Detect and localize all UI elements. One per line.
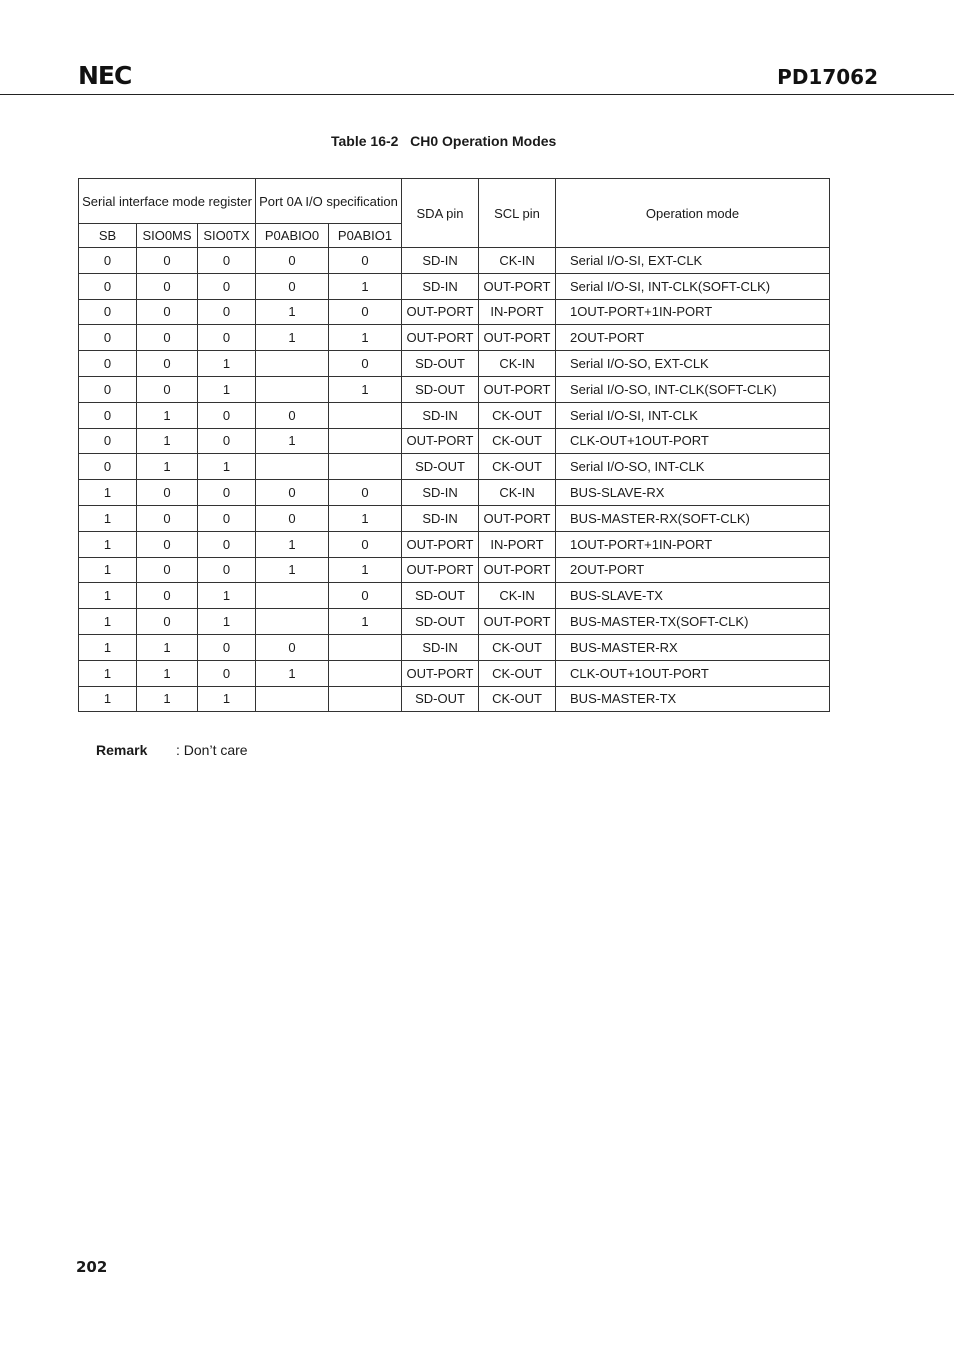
cell-scl-pin: CK-IN	[479, 351, 556, 377]
table-row	[79, 402, 830, 428]
cell-sb: 1	[79, 686, 137, 712]
cell-scl-pin: IN-PORT	[479, 531, 556, 557]
table-row	[79, 299, 830, 325]
cell-p0abio1: 0	[329, 480, 402, 506]
cell-sb: 1	[79, 480, 137, 506]
table-row	[79, 351, 830, 377]
cell-scl-pin: OUT-PORT	[479, 609, 556, 635]
cell-sb: 1	[79, 583, 137, 609]
operation-modes-table	[78, 178, 830, 712]
cell-p0abio1	[329, 686, 402, 712]
cell-sda-pin: SD-OUT	[402, 609, 479, 635]
cell-p0abio1: 1	[329, 273, 402, 299]
table-row	[79, 480, 830, 506]
cell-scl-pin: CK-OUT	[479, 660, 556, 686]
table-row	[79, 273, 830, 299]
table-row	[79, 583, 830, 609]
cell-operation-mode: Serial I/O-SI, EXT-CLK	[556, 248, 830, 274]
cell-scl-pin: CK-IN	[479, 480, 556, 506]
table-row	[79, 634, 830, 660]
cell-sda-pin: OUT-PORT	[402, 660, 479, 686]
cell-scl-pin: CK-OUT	[479, 428, 556, 454]
cell-sio0ms: 0	[137, 505, 198, 531]
cell-sda-pin: OUT-PORT	[402, 299, 479, 325]
cell-sio0ms: 0	[137, 351, 198, 377]
header-divider	[0, 94, 954, 95]
cell-operation-mode: BUS-SLAVE-TX	[556, 583, 830, 609]
header-p0abio0: P0ABIO0	[256, 224, 329, 248]
cell-sio0ms: 0	[137, 248, 198, 274]
cell-sda-pin: SD-OUT	[402, 376, 479, 402]
cell-sda-pin: SD-IN	[402, 505, 479, 531]
cell-sio0tx: 1	[198, 454, 256, 480]
table-row	[79, 428, 830, 454]
cell-sio0ms: 0	[137, 557, 198, 583]
cell-p0abio0	[256, 686, 329, 712]
cell-sio0tx: 0	[198, 273, 256, 299]
cell-p0abio1: 0	[329, 248, 402, 274]
cell-sio0tx: 1	[198, 609, 256, 635]
table-body	[79, 248, 830, 712]
cell-p0abio0	[256, 376, 329, 402]
cell-sio0ms: 0	[137, 376, 198, 402]
cell-sio0ms: 1	[137, 402, 198, 428]
cell-scl-pin: CK-OUT	[479, 634, 556, 660]
cell-p0abio1: 0	[329, 531, 402, 557]
cell-sio0tx: 0	[198, 248, 256, 274]
cell-p0abio1: 0	[329, 583, 402, 609]
cell-p0abio0	[256, 454, 329, 480]
cell-operation-mode: BUS-MASTER-RX	[556, 634, 830, 660]
cell-sio0ms: 0	[137, 480, 198, 506]
cell-sio0ms: 0	[137, 299, 198, 325]
cell-sb: 0	[79, 299, 137, 325]
cell-scl-pin: CK-OUT	[479, 402, 556, 428]
cell-p0abio0: 1	[256, 428, 329, 454]
header-port-spec: Port 0A I/O specification	[256, 179, 402, 224]
cell-sio0ms: 1	[137, 454, 198, 480]
cell-sb: 0	[79, 402, 137, 428]
table-row	[79, 609, 830, 635]
cell-p0abio0: 1	[256, 299, 329, 325]
table-title: Table 16-2 CH0 Operation Modes	[331, 133, 557, 149]
cell-p0abio1	[329, 634, 402, 660]
cell-p0abio1	[329, 454, 402, 480]
cell-sb: 1	[79, 634, 137, 660]
header-sio0tx: SIO0TX	[198, 224, 256, 248]
cell-p0abio1: 1	[329, 609, 402, 635]
remark-text: : Don’t care	[176, 742, 248, 758]
cell-scl-pin: OUT-PORT	[479, 505, 556, 531]
cell-operation-mode: BUS-MASTER-RX(SOFT-CLK)	[556, 505, 830, 531]
table-row	[79, 686, 830, 712]
document-number: PD17062	[777, 65, 878, 89]
cell-sio0tx: 0	[198, 531, 256, 557]
cell-sio0ms: 0	[137, 531, 198, 557]
header-serial-register: Serial interface mode register	[79, 179, 256, 224]
cell-p0abio0	[256, 609, 329, 635]
cell-scl-pin: OUT-PORT	[479, 325, 556, 351]
cell-scl-pin: IN-PORT	[479, 299, 556, 325]
table-row	[79, 505, 830, 531]
cell-p0abio0: 1	[256, 531, 329, 557]
cell-scl-pin: OUT-PORT	[479, 557, 556, 583]
table-row	[79, 660, 830, 686]
table-row	[79, 454, 830, 480]
cell-operation-mode: Serial I/O-SO, EXT-CLK	[556, 351, 830, 377]
cell-sda-pin: SD-IN	[402, 273, 479, 299]
cell-operation-mode: BUS-MASTER-TX	[556, 686, 830, 712]
cell-sio0ms: 1	[137, 660, 198, 686]
cell-sda-pin: OUT-PORT	[402, 325, 479, 351]
cell-sio0ms: 0	[137, 273, 198, 299]
cell-sda-pin: SD-OUT	[402, 351, 479, 377]
cell-operation-mode: CLK-OUT+1OUT-PORT	[556, 428, 830, 454]
cell-p0abio1	[329, 402, 402, 428]
cell-operation-mode: 2OUT-PORT	[556, 325, 830, 351]
cell-sio0ms: 0	[137, 325, 198, 351]
cell-sb: 0	[79, 248, 137, 274]
cell-operation-mode: 1OUT-PORT+1IN-PORT	[556, 299, 830, 325]
remark-label: Remark	[96, 742, 148, 758]
cell-operation-mode: Serial I/O-SI, INT-CLK	[556, 402, 830, 428]
cell-sda-pin: SD-IN	[402, 634, 479, 660]
cell-sda-pin: SD-OUT	[402, 686, 479, 712]
cell-scl-pin: CK-IN	[479, 248, 556, 274]
cell-sda-pin: SD-IN	[402, 402, 479, 428]
cell-p0abio0: 0	[256, 402, 329, 428]
cell-p0abio1: 1	[329, 325, 402, 351]
cell-operation-mode: Serial I/O-SI, INT-CLK(SOFT-CLK)	[556, 273, 830, 299]
cell-sb: 1	[79, 531, 137, 557]
cell-operation-mode: BUS-MASTER-TX(SOFT-CLK)	[556, 609, 830, 635]
cell-p0abio1: 1	[329, 376, 402, 402]
cell-sda-pin: OUT-PORT	[402, 557, 479, 583]
header-scl-pin: SCL pin	[479, 179, 556, 248]
cell-sio0tx: 0	[198, 557, 256, 583]
cell-operation-mode: Serial I/O-SO, INT-CLK(SOFT-CLK)	[556, 376, 830, 402]
cell-sio0tx: 0	[198, 660, 256, 686]
cell-sb: 0	[79, 273, 137, 299]
cell-sb: 1	[79, 609, 137, 635]
header-sda-pin: SDA pin	[402, 179, 479, 248]
cell-scl-pin: OUT-PORT	[479, 376, 556, 402]
cell-p0abio0	[256, 351, 329, 377]
header-operation-mode: Operation mode	[556, 179, 830, 248]
table-row	[79, 248, 830, 274]
cell-p0abio1	[329, 428, 402, 454]
cell-p0abio1: 0	[329, 299, 402, 325]
cell-p0abio0: 0	[256, 634, 329, 660]
cell-sb: 1	[79, 505, 137, 531]
cell-sda-pin: SD-IN	[402, 480, 479, 506]
cell-sio0tx: 1	[198, 583, 256, 609]
cell-sio0ms: 0	[137, 583, 198, 609]
cell-p0abio0: 1	[256, 557, 329, 583]
cell-sio0tx: 0	[198, 325, 256, 351]
cell-operation-mode: Serial I/O-SO, INT-CLK	[556, 454, 830, 480]
cell-sio0tx: 1	[198, 376, 256, 402]
cell-sb: 1	[79, 557, 137, 583]
cell-sda-pin: OUT-PORT	[402, 428, 479, 454]
cell-p0abio0: 0	[256, 248, 329, 274]
cell-p0abio0: 0	[256, 480, 329, 506]
cell-p0abio0	[256, 583, 329, 609]
cell-sb: 0	[79, 376, 137, 402]
page-number: 202	[76, 1258, 108, 1276]
cell-p0abio1: 1	[329, 505, 402, 531]
cell-p0abio1: 1	[329, 557, 402, 583]
cell-sb: 1	[79, 660, 137, 686]
cell-sio0tx: 0	[198, 402, 256, 428]
header-p0abio1: P0ABIO1	[329, 224, 402, 248]
cell-sio0tx: 0	[198, 505, 256, 531]
cell-p0abio0: 1	[256, 325, 329, 351]
remark	[96, 741, 248, 759]
cell-sio0ms: 1	[137, 634, 198, 660]
cell-sda-pin: SD-OUT	[402, 583, 479, 609]
cell-sio0ms: 1	[137, 686, 198, 712]
cell-sda-pin: SD-OUT	[402, 454, 479, 480]
cell-sio0tx: 0	[198, 428, 256, 454]
cell-p0abio0: 0	[256, 505, 329, 531]
cell-operation-mode: CLK-OUT+1OUT-PORT	[556, 660, 830, 686]
cell-sda-pin: OUT-PORT	[402, 531, 479, 557]
nec-logo: NEC	[78, 61, 132, 90]
cell-scl-pin: CK-IN	[479, 583, 556, 609]
table-row	[79, 376, 830, 402]
cell-p0abio1: 0	[329, 351, 402, 377]
cell-p0abio0: 1	[256, 660, 329, 686]
cell-sio0ms: 1	[137, 428, 198, 454]
cell-sb: 0	[79, 428, 137, 454]
cell-sb: 0	[79, 325, 137, 351]
cell-operation-mode: BUS-SLAVE-RX	[556, 480, 830, 506]
header-sio0ms: SIO0MS	[137, 224, 198, 248]
cell-scl-pin: CK-OUT	[479, 686, 556, 712]
cell-sb: 0	[79, 351, 137, 377]
cell-sb: 0	[79, 454, 137, 480]
table-row	[79, 557, 830, 583]
cell-operation-mode: 2OUT-PORT	[556, 557, 830, 583]
cell-p0abio0: 0	[256, 273, 329, 299]
cell-sio0tx: 0	[198, 634, 256, 660]
cell-sio0ms: 0	[137, 609, 198, 635]
cell-scl-pin: CK-OUT	[479, 454, 556, 480]
cell-p0abio1	[329, 660, 402, 686]
cell-sio0tx: 1	[198, 686, 256, 712]
table-row	[79, 325, 830, 351]
cell-operation-mode: 1OUT-PORT+1IN-PORT	[556, 531, 830, 557]
header-sb: SB	[79, 224, 137, 248]
cell-sio0tx: 0	[198, 480, 256, 506]
cell-sio0tx: 0	[198, 299, 256, 325]
cell-scl-pin: OUT-PORT	[479, 273, 556, 299]
cell-sio0tx: 1	[198, 351, 256, 377]
table-row	[79, 531, 830, 557]
cell-sda-pin: SD-IN	[402, 248, 479, 274]
